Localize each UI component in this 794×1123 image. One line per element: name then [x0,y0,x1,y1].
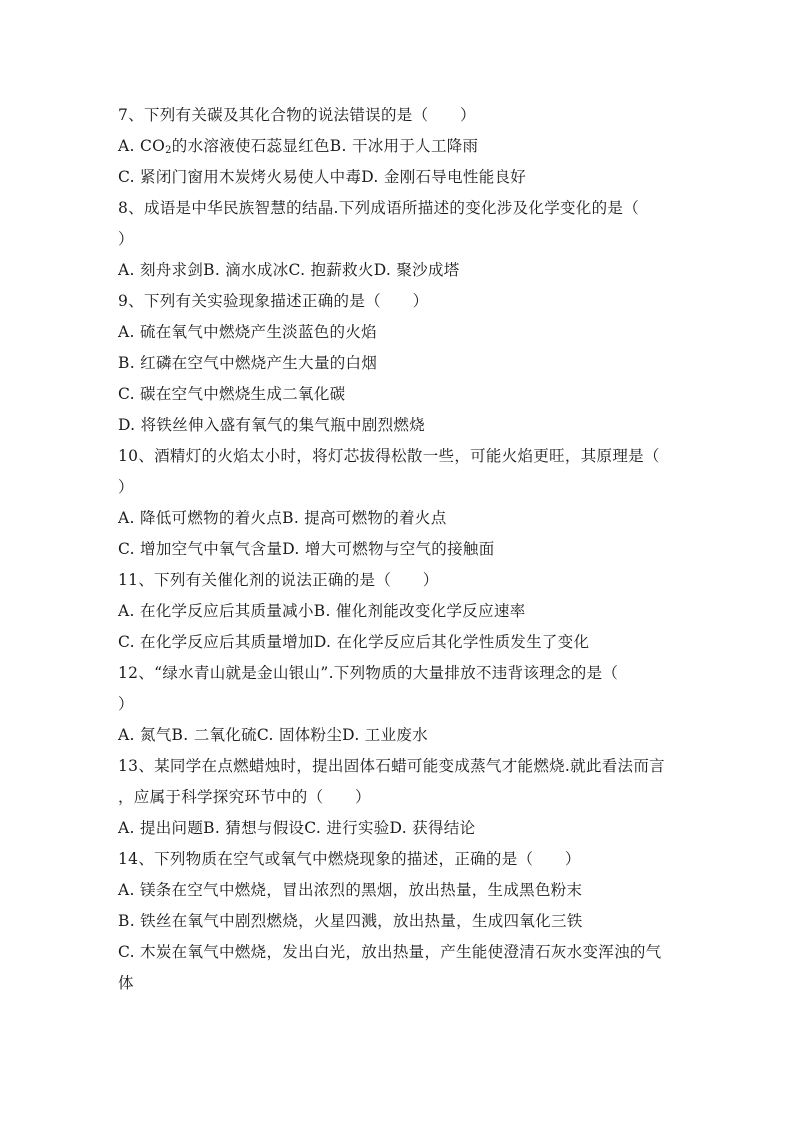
option-line [118,813,678,844]
option-line [118,906,678,937]
option-text: A. 镁条在空气中燃烧，冒出浓烈的黑烟，放出热量，生成黑色粉末 [118,881,583,899]
option-line [118,255,678,286]
option-line [118,410,678,441]
option-line [118,503,678,534]
question-stem-line: 11、下列有关催化剂的说法正确的是（ ） [118,571,439,589]
question-stem-line: ） [118,230,134,248]
question-stem-line: 13、某同学在点燃蜡烛时，提出固体石蜡可能变成蒸气才能燃烧.就此看法而言 [118,757,665,775]
question-stem-line: ，应属于科学探究环节中的（ ） [118,788,371,806]
option-line [118,627,678,658]
option-line [118,875,678,906]
question-block [118,286,678,441]
option-text: C. 木炭在氧气中燃烧，发出白光，放出热量，产生能使澄清石灰水变浑浊的气 [118,943,662,961]
question-block [118,658,678,751]
option-text: B. 铁丝在氧气中剧烈燃烧，火星四溅，放出热量，生成四氧化三铁 [118,912,583,930]
option-text: A. 刻舟求剑B. 滴水成冰C. 抱薪救火D. 聚沙成塔 [118,261,460,279]
option-line [118,720,678,751]
question-block [118,193,678,286]
option-line [118,317,678,348]
question-block [118,100,678,193]
option-text: A. 降低可燃物的着火点B. 提高可燃物的着火点 [118,509,447,527]
option-text: B. 红磷在空气中燃烧产生大量的白烟 [118,354,378,372]
question-block [118,565,678,658]
option-line [118,968,678,999]
option-line [118,379,678,410]
option-text: A. 氮气B. 二氧化硫C. 固体粉尘D. 工业废水 [118,726,428,744]
option-text: A. 硫在氧气中燃烧产生淡蓝色的火焰 [118,323,377,341]
option-text: A. 提出问题B. 猜想与假设C. 进行实验D. 获得结论 [118,819,476,837]
question-stem-line: 12、“绿水青山就是金山银山”.下列物质的大量排放不违背该理念的是（ [118,664,619,682]
question-stem-line: 8、成语是中华民族智慧的结晶.下列成语所描述的变化涉及化学变化的是（ [118,199,639,217]
option-line [118,348,678,379]
option-text: C. 增加空气中氧气含量D. 增大可燃物与空气的接触面 [118,540,495,558]
question-block [118,441,678,565]
question-stem-line: ） [118,695,134,713]
question-stem-line: 14、下列物质在空气或氧气中燃烧现象的描述，正确的是（ ） [118,850,581,868]
option-text: 的水溶液使石蕊显红色B. 干冰用于人工降雨 [171,137,479,155]
option-text: D. 将铁丝伸入盛有氧气的集气瓶中剧烈燃烧 [118,416,426,434]
question-stem-line: 7、下列有关碳及其化合物的说法错误的是（ ） [118,106,476,124]
question-stem-line: ） [118,478,134,496]
question-block [118,844,678,999]
option-text: A. 在化学反应后其质量减小B. 催化剂能改变化学反应速率 [118,602,526,620]
option-line [118,534,678,565]
subscript-text: 2 [165,145,172,156]
question-block [118,751,678,844]
option-text: C. 在化学反应后其质量增加D. 在化学反应后其化学性质发生了变化 [118,633,590,651]
option-line [118,131,678,162]
option-line [118,937,678,968]
question-stem-line: 9、下列有关实验现象描述正确的是（ ） [118,292,429,310]
option-line [118,596,678,627]
option-text: A. CO [118,137,166,155]
option-text: C. 碳在空气中燃烧生成二氧化碳 [118,385,346,403]
option-text: C. 紧闭门窗用木炭烤火易使人中毒D. 金刚石导电性能良好 [118,168,527,186]
option-line [118,162,678,193]
option-text: 体 [118,974,134,992]
question-stem-line: 10、酒精灯的火焰太小时，将灯芯拔得松散一些，可能火焰更旺，其原理是（ [118,447,660,465]
question-list [118,100,678,999]
